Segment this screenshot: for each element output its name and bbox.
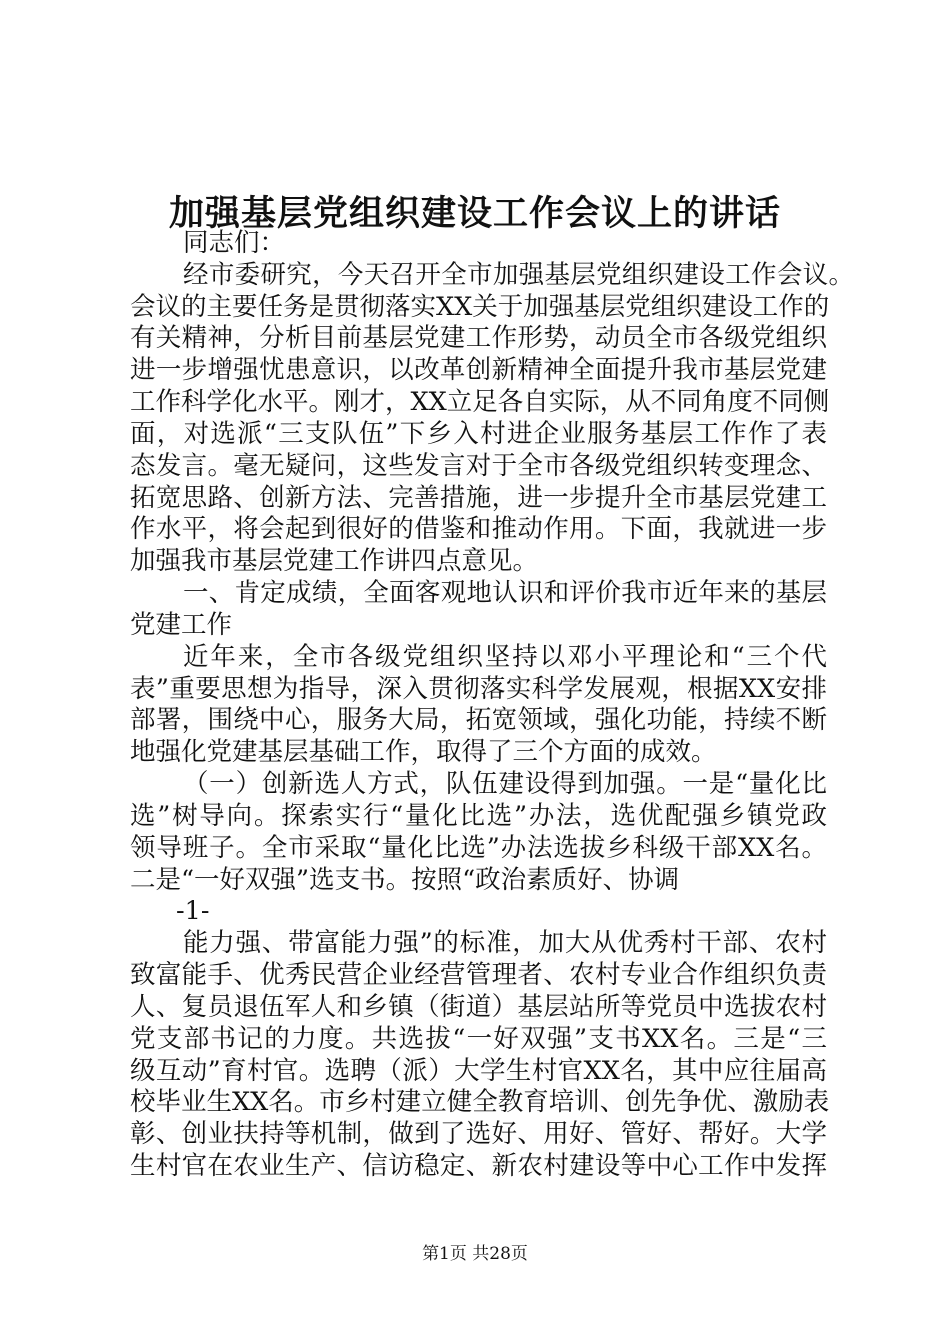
text-line: 进一步增强忧患意识，以改革创新精神全面提升我市基层党建	[130, 355, 827, 385]
text-line: 会议的主要任务是贯彻落实XX关于加强基层党组织建设工作的	[130, 292, 830, 322]
text-line: 级互动”育村官。选聘（派）大学生村官XX名，其中应往届高	[130, 1056, 827, 1086]
text-line: 经市委研究，今天召开全市加强基层党组织建设工作会议。	[183, 260, 854, 290]
text-line: 同志们：	[183, 228, 286, 258]
text-line: 表”重要思想为指导，深入贯彻落实科学发展观，根据XX安排	[130, 674, 827, 704]
text-line: 有关精神，分析目前基层党建工作形势，动员全市各级党组织	[130, 323, 827, 353]
document-title: 加强基层党组织建设工作会议上的讲话	[168, 193, 781, 234]
text-line: 二是“一好双强”选支书。按照“政治素质好、协调	[130, 865, 680, 895]
text-line: 人、复员退伍军人和乡镇（街道）基层站所等党员中选拔农村	[130, 992, 827, 1022]
text-line: 近年来，全市各级党组织坚持以邓小平理论和“三个代	[183, 642, 827, 672]
text-line: 领导班子。全市采取“量化比选”办法选拔乡科级干部XX名。	[130, 833, 827, 863]
text-line: （一）创新选人方式，队伍建设得到加强。一是“量化比	[183, 769, 827, 799]
page-footer: 第1页 共28页	[422, 1244, 528, 1264]
text-line: 加强我市基层党建工作讲四点意见。	[130, 546, 539, 576]
text-line: 作水平，将会起到很好的借鉴和推动作用。下面，我就进一步	[130, 514, 827, 544]
text-line: 地强化党建基层基础工作，取得了三个方面的成效。	[130, 737, 717, 767]
text-line: 拓宽思路、创新方法、完善措施，进一步提升全市基层党建工	[130, 483, 827, 513]
text-line: 彰、创业扶持等机制，做到了选好、用好、管好、帮好。大学	[130, 1119, 827, 1149]
text-line: 选”树导向。探索实行“量化比选”办法，选优配强乡镇党政	[130, 801, 827, 831]
text-line: 生村官在农业生产、信访稳定、新农村建设等中心工作中发挥	[130, 1151, 827, 1181]
section-heading: 一、肯定成绩，全面客观地认识和评价我市近年来的基层	[183, 578, 827, 608]
text-line: 党支部书记的力度。共选拔“一好双强”支书XX名。三是“三	[130, 1024, 827, 1054]
section-heading: 党建工作	[130, 610, 233, 640]
text-line: 能力强、带富能力强”的标准，加大从优秀村干部、农村	[183, 928, 827, 958]
text-line: 部署，围绕中心，服务大局，拓宽领域，强化功能，持续不断	[130, 705, 827, 735]
text-line: 校毕业生XX名。市乡村建立健全教育培训、创先争优、激励表	[130, 1087, 830, 1117]
text-line: 工作科学化水平。刚才，XX立足各自实际，从不同角度不同侧	[130, 387, 830, 417]
text-line: 致富能手、优秀民营企业经营管理者、农村专业合作组织负责	[130, 960, 827, 990]
page-number-marker: -1-	[176, 896, 210, 926]
text-line: 态发言。毫无疑问，这些发言对于全市各级党组织转变理念、	[130, 451, 827, 481]
text-line: 面，对选派“三支队伍”下乡入村进企业服务基层工作作了表	[130, 419, 827, 449]
